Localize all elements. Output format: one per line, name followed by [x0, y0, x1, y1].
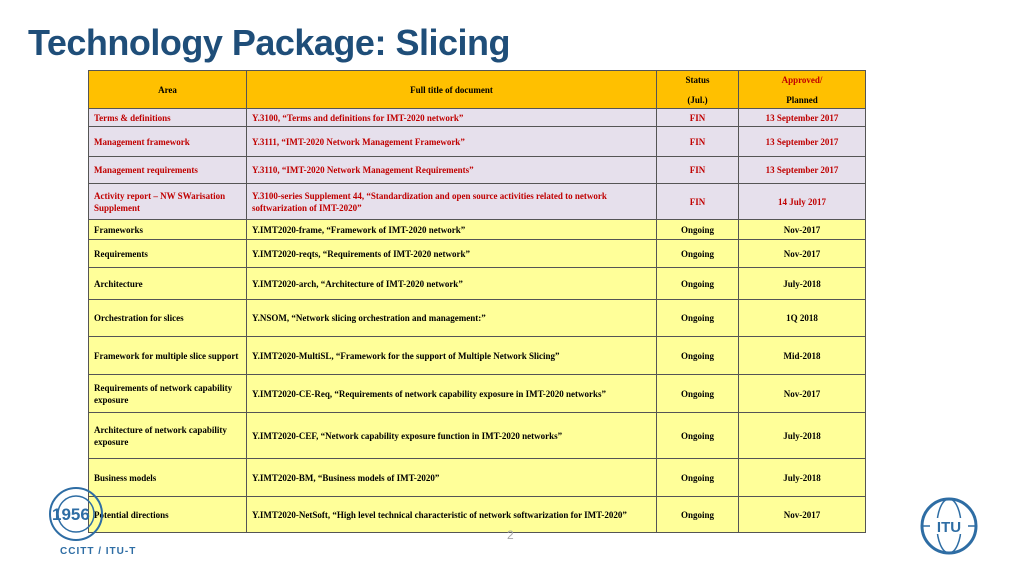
row-title: Y.NSOM, “Network slicing orchestration and management:” [247, 300, 657, 337]
table-header-row [89, 71, 866, 109]
row-status: Ongoing [657, 240, 739, 268]
row-status: Ongoing [657, 220, 739, 240]
table-row [89, 157, 866, 184]
table-row [89, 184, 866, 220]
row-area: Frameworks [89, 220, 247, 240]
row-area: Architecture of network capability exposure [89, 413, 247, 459]
row-date: Nov-2017 [739, 240, 866, 268]
row-area: Requirements [89, 240, 247, 268]
row-status: Ongoing [657, 459, 739, 497]
row-date: Mid-2018 [739, 337, 866, 375]
row-area: Orchestration for slices [89, 300, 247, 337]
ccitt-itu-t-logo [48, 486, 148, 558]
row-date: 13 September 2017 [739, 157, 866, 184]
table-row [89, 413, 866, 459]
slide-title: Technology Package: Slicing [28, 22, 510, 63]
table-row [89, 459, 866, 497]
header-planned: Planned [786, 94, 818, 105]
row-area: Architecture [89, 268, 247, 300]
row-date: July-2018 [739, 413, 866, 459]
row-date: 1Q 2018 [739, 300, 866, 337]
row-area: Potential directions [89, 497, 247, 533]
header-approved: Approved/ [781, 74, 823, 85]
row-title: Y.IMT2020-CE-Req, “Requirements of network capability exposure in IMT-2020 networks” [247, 375, 657, 413]
table-row [89, 375, 866, 413]
row-title: Y.IMT2020-arch, “Architecture of IMT-2020 network” [247, 268, 657, 300]
row-date: July-2018 [739, 268, 866, 300]
row-status: FIN [657, 109, 739, 127]
header-status [657, 71, 739, 109]
row-status: FIN [657, 157, 739, 184]
row-status: Ongoing [657, 375, 739, 413]
row-status: Ongoing [657, 268, 739, 300]
row-status: Ongoing [657, 413, 739, 459]
header-full-title: Full title of document [247, 71, 657, 109]
row-area: Business models [89, 459, 247, 497]
itu-logo-text: ITU [936, 519, 962, 536]
row-title: Y.IMT2020-NetSoft, “High level technical characteristic of network softwarization for IMT-2020” [247, 497, 657, 533]
row-title: Y.IMT2020-BM, “Business models of IMT-2020” [247, 459, 657, 497]
row-status: Ongoing [657, 497, 739, 533]
header-status-sub: (Jul.) [687, 94, 708, 105]
row-date: July-2018 [739, 459, 866, 497]
row-title: Y.3111, “IMT-2020 Network Management Framework” [247, 127, 657, 157]
row-area: Framework for multiple slice support [89, 337, 247, 375]
row-status: FIN [657, 184, 739, 220]
logo-year: 1956 [52, 505, 90, 524]
table-row [89, 220, 866, 240]
row-date: Nov-2017 [739, 375, 866, 413]
table-row [89, 109, 866, 127]
row-status: Ongoing [657, 337, 739, 375]
table-row [89, 497, 866, 533]
header-approved-planned [739, 71, 866, 109]
logo-caption: CCITT / ITU-T [60, 546, 137, 557]
documents-table [88, 70, 866, 533]
row-date: 13 September 2017 [739, 109, 866, 127]
itu-logo [916, 496, 982, 556]
table-row [89, 127, 866, 157]
table-row [89, 337, 866, 375]
row-title: Y.IMT2020-CEF, “Network capability exposure function in IMT-2020 networks” [247, 413, 657, 459]
row-area: Terms & definitions [89, 109, 247, 127]
header-status-label: Status [685, 74, 710, 85]
row-area: Management requirements [89, 157, 247, 184]
row-area: Activity report – NW SWarisation Supplement [89, 184, 247, 220]
row-title: Y.3110, “IMT-2020 Network Management Requirements” [247, 157, 657, 184]
row-title: Y.3100, “Terms and definitions for IMT-2020 network” [247, 109, 657, 127]
table-row [89, 300, 866, 337]
table-row [89, 268, 866, 300]
header-area: Area [89, 71, 247, 109]
row-title: Y.IMT2020-MultiSL, “Framework for the support of Multiple Network Slicing” [247, 337, 657, 375]
row-title: Y.IMT2020-reqts, “Requirements of IMT-2020 network” [247, 240, 657, 268]
row-title: Y.3100-series Supplement 44, “Standardization and open source activities related to network softwarization of IMT-2020” [247, 184, 657, 220]
row-status: Ongoing [657, 300, 739, 337]
row-status: FIN [657, 127, 739, 157]
row-date: 13 September 2017 [739, 127, 866, 157]
row-date: 14 July 2017 [739, 184, 866, 220]
row-area: Requirements of network capability exposure [89, 375, 247, 413]
row-area: Management framework [89, 127, 247, 157]
table-row [89, 240, 866, 268]
page-number: 2 [507, 528, 514, 542]
row-date: Nov-2017 [739, 220, 866, 240]
row-date: Nov-2017 [739, 497, 866, 533]
row-title: Y.IMT2020-frame, “Framework of IMT-2020 network” [247, 220, 657, 240]
